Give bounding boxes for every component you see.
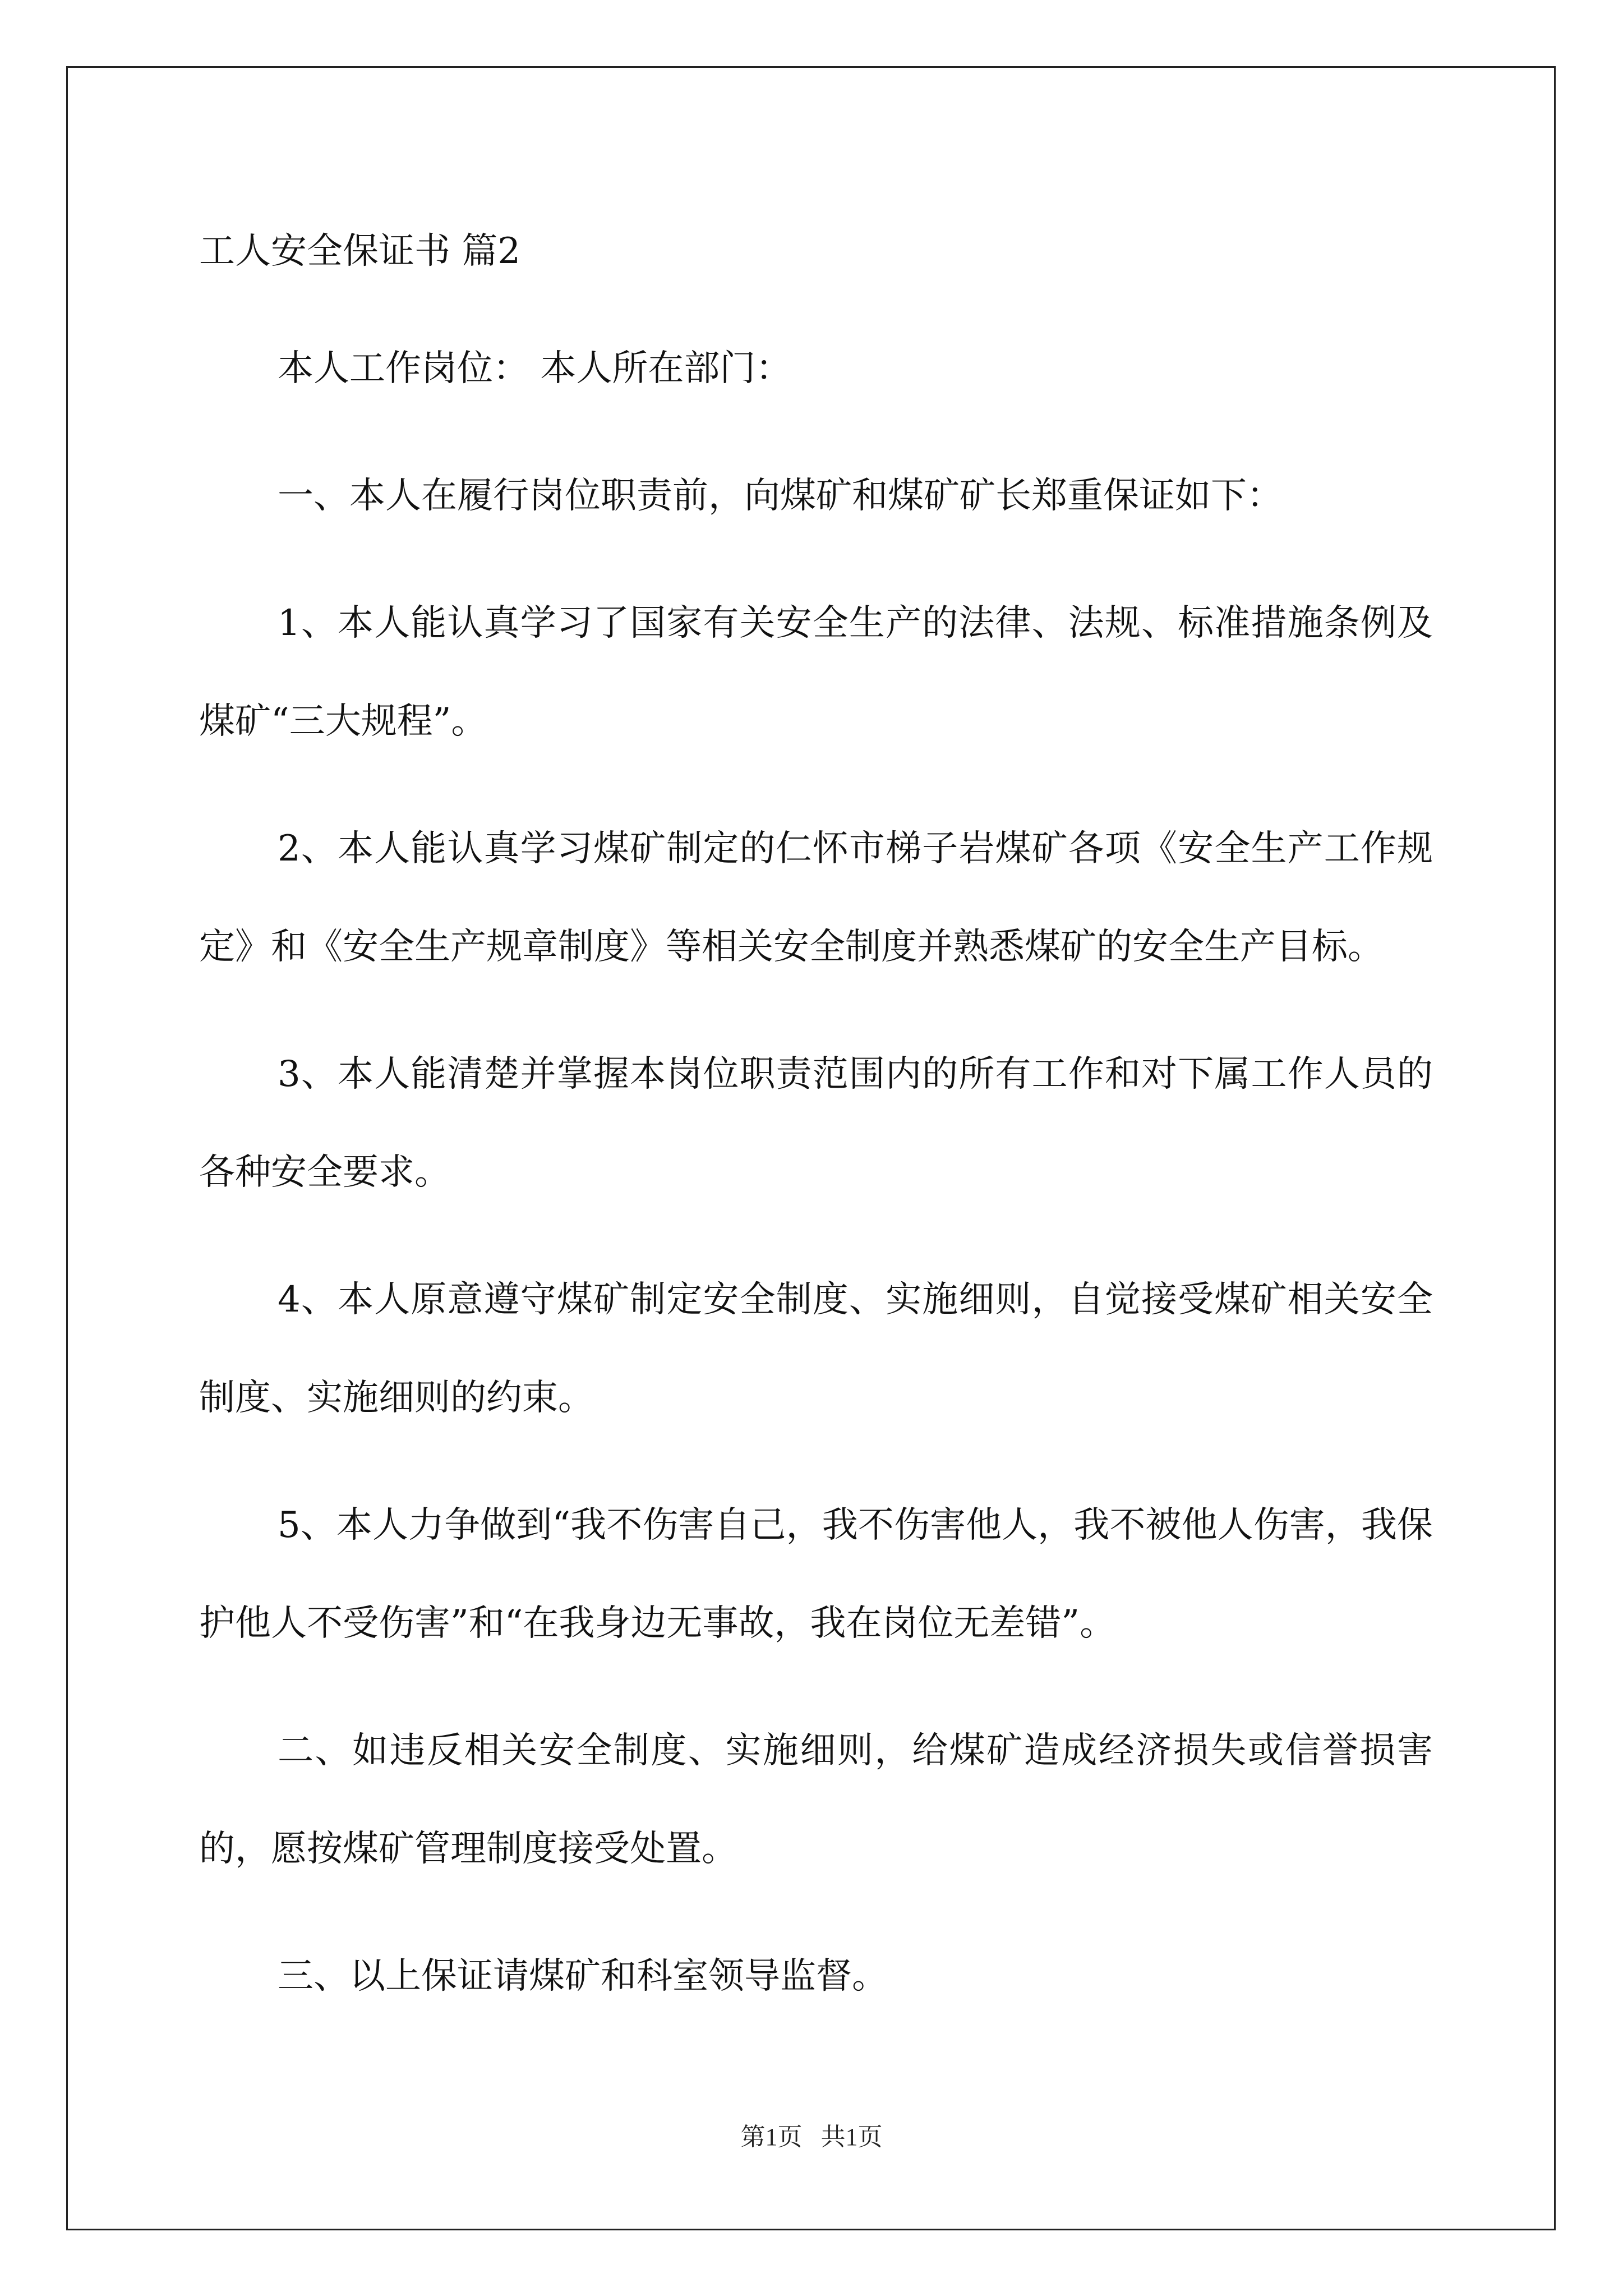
paragraph-pledge-intro: 一、本人在履行岗位职责前，向煤矿和煤矿矿长郑重保证如下： bbox=[278, 475, 1283, 517]
paragraph-item-4: 4、本人原意遵守煤矿制定安全制度、实施细则，自觉接受煤矿相关安全制度、实施细则的约束。 bbox=[199, 1279, 1433, 1419]
paragraph-violation: 二、如违反相关安全制度、实施细则，给煤矿造成经济损失或信誉损害的，愿按煤矿管理制度接受处置。 bbox=[199, 1730, 1433, 1870]
paragraph-supervision: 三、以上保证请煤矿和科室领导监督。 bbox=[278, 1955, 888, 1997]
document-title: 工人安全保证书 篇2 bbox=[199, 231, 521, 272]
paragraph-item-1: 1、本人能认真学习了国家有关安全生产的法律、法规、标准措施条例及煤矿“三大规程”。 bbox=[199, 602, 1433, 742]
document-body bbox=[199, 320, 1433, 2055]
page-number-footer: 第1页 共1页 bbox=[740, 2123, 883, 2151]
paragraph-item-5: 5、本人力争做到“我不伤害自己，我不伤害他人，我不被他人伤害，我保护他人不受伤害”和“在我身边无事故，我在岗位无差错”。 bbox=[199, 1504, 1433, 1644]
paragraph-position-info: 本人工作岗位： 本人所在部门： bbox=[278, 348, 792, 389]
paragraph-item-2: 2、本人能认真学习煤矿制定的仁怀市梯子岩煤矿各项《安全生产工作规定》和《安全生产规章制度》等相关安全制度并熟悉煤矿的安全生产目标。 bbox=[199, 828, 1433, 968]
paragraph-item-3: 3、本人能清楚并掌握本岗位职责范围内的所有工作和对下属工作人员的各种安全要求。 bbox=[199, 1053, 1433, 1193]
